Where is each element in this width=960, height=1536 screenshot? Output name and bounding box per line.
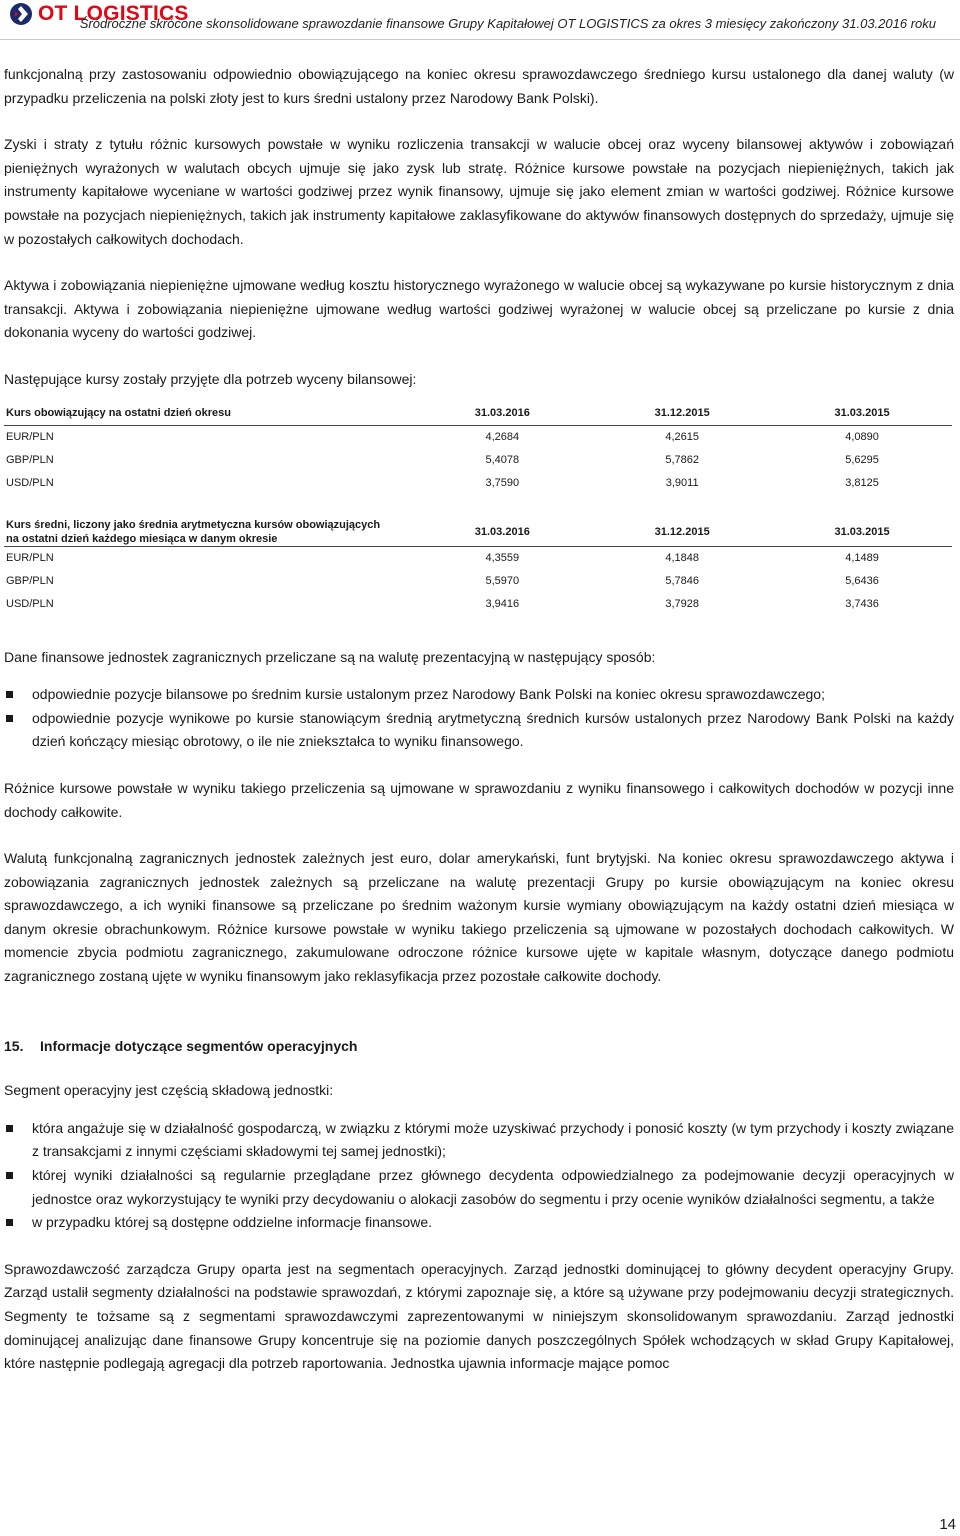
document-title: Śródroczne skrócone skonsolidowane sprawozdanie finansowe Grupy Kapitałowej OT LOGISTICS za okres 3 miesięcy zakończony 31.03.2016 roku <box>79 16 936 31</box>
rate-value: 4,2615 <box>665 431 699 444</box>
currency-pair: USD/PLN <box>6 477 54 490</box>
rate-value: 5,4078 <box>485 454 520 467</box>
list-item: która angażuje się w działalność gospodarczą, w związku z którymi może uzyskiwać przychody i ponosić koszty (w tym przychody i koszty związane z transakcjami z innymi częściami składowymi tej samej jednostki); <box>4 1117 954 1164</box>
list-item: odpowiednie pozycje bilansowe po średnim kursie ustalonym przez Narodowy Bank Polski na koniec okresu sprawozdawczego; <box>4 683 954 707</box>
rate-value: 4,3559 <box>485 552 520 565</box>
paragraph: Sprawozdawczość zarządcza Grupy oparta jest na segmentach operacyjnych. Zarząd jednostki dominującej to główny decydent operacyjny Grupy. Zarząd ustalił segmenty działalności na podstawie sprawozdań, z którymi zapoznaje się, a które są używane przy podejmowaniu decyzji strategicznych. Segmenty te tożsame są z segmentami sprawozdawczymi zaprezentowanymi w niniejszym skonsolidowanym sprawozdaniu. Zarząd jednostki dominującej analizując dane finansowe Grupy koncentruje się na poziomie danych poszczególnych Spółek wchodzących w skład Grupy Kapitałowej, które następnie podlegają agregacji dla potrzeb raportowania. Jednostka ujawnia informacje mające pomoc <box>4 1260 954 1372</box>
table-header-label: Kurs obowiązujący na ostatni dzień okresu <box>4 402 412 426</box>
column-header: 31.12.2015 <box>592 518 772 547</box>
paragraph: Dane finansowe jednostek zagranicznych przeliczane są na walutę prezentacyjną w następujący sposób: <box>4 648 656 665</box>
rate-value: 4,1489 <box>845 552 879 565</box>
list-item: odpowiednie pozycje wynikowe po kursie stanowiącym średnią arytmetyczną średnich kursów ustalonych przez Narodowy Bank Polski na każdy dzień kończący miesiąc obrotowy, o ile nie zniekształca to wyniku finansowego. <box>4 707 954 754</box>
paragraph: funkcjonalną przy zastosowaniu odpowiednio obowiązującego na koniec okresu sprawozdawczego średniego kursu ustalonego dla danej waluty (w przypadku przeliczenia na polski złoty jest to kurs średni ustalony przez Narodowy Bank Polski). <box>4 66 954 106</box>
bullet-list <box>4 683 954 754</box>
column-header: 31.03.2016 <box>412 518 592 547</box>
rate-value: 4,1848 <box>665 552 699 565</box>
table-header-label <box>4 518 412 547</box>
table-row <box>4 425 952 449</box>
bullet-list <box>4 1117 954 1235</box>
currency-pair: USD/PLN <box>6 598 54 611</box>
column-header: 31.03.2015 <box>772 518 952 547</box>
rate-value: 3,8125 <box>845 477 879 490</box>
table-row <box>4 570 952 593</box>
logo-text: OT LOGISTICS <box>38 2 189 25</box>
paragraph: Segment operacyjny jest częścią składową jednostki: <box>4 1082 334 1099</box>
paragraph: Zyski i straty z tytułu różnic kursowych powstałe w wyniku rozliczenia transakcji w walucie obcej oraz wyceny bilansowej aktywów i zobowiązań pieniężnych wyrażonych w walutach obcych ujmuje się jako zysk lub stratę. Różnice kursowe powstałe na pozycjach niepieniężnych, takich jak instrumenty kapitałowe wyceniane w wartości godziwej przez wynik finansowy, ujmuje się jako element zmian w wartości godziwej. Różnice kursowe powstałe na pozycjach niepieniężnych, takich jak instrumenty kapitałowe zaklasyfikowane do aktywów finansowych dostępnych do sprzedaży, ujmuje się w pozostałych całkowitych dochodach. <box>4 136 954 247</box>
list-item: w przypadku której są dostępne oddzielne informacje finansowe. <box>4 1211 954 1235</box>
rate-value: 3,7436 <box>845 598 879 611</box>
rate-value: 3,7590 <box>485 477 520 490</box>
table-row <box>4 449 952 472</box>
currency-pair: GBP/PLN <box>6 575 54 588</box>
rate-value: 3,9416 <box>485 598 520 611</box>
exchange-rates-table <box>4 402 952 616</box>
list-item: której wyniki działalności są regularnie przeglądane przez głównego decydenta odpowiedzialnego za podejmowanie decyzji operacyjnych w jednostce oraz wykorzystujący te wyniki przy decydowaniu o alokacji zasobów do segmentu i przy ocenie wyników działalności segmentu, a także <box>4 1164 954 1211</box>
paragraph: Walutą funkcjonalną zagranicznych jednostek zależnych jest euro, dolar amerykański, funt brytyjski. Na koniec okresu sprawozdawczego aktywa i zobowiązania zagranicznych jednostek zależnych są przeliczane na walutę prezentacji Grupy po kursie obowiązującym na koniec okresu sprawozdawczego, a ich wyniki finansowe są przeliczane po średnim ważonym kursie wymiany obowiązującym na każdy ostatni dzień miesiąca w danym okresie obrachunkowym. Różnice kursowe powstałe w wyniku takiego przeliczenia są ujmowane w pozostałych dochodach całkowitych. W momencie zbycia podmiotu zagranicznego, zakumulowane odroczone różnice kursowe ujęte w kapitale własnym, dotyczące danego podmiotu zagranicznego zostaną ujęte w wyniku finansowym jako reklasyfikacja przez pozostałe całkowite dochody. <box>4 850 954 985</box>
currency-pair: EUR/PLN <box>6 552 54 565</box>
table-header-row <box>4 402 952 426</box>
paragraph: Aktywa i zobowiązania niepieniężne ujmowane według kosztu historycznego wyrażonego w walucie obcej są wykazywane po kursie historycznym z dnia transakcji. Aktywa i zobowiązania niepieniężne ujmowane według wartości godziwej wyrażonej w walucie obcej są przeliczane po kursie z dnia dokonania wyceny do wartości godziwej. <box>4 277 954 341</box>
ot-logistics-logo-icon <box>8 1 34 27</box>
section-heading <box>4 1035 954 1059</box>
table-row <box>4 546 952 570</box>
rate-value: 4,2684 <box>485 431 520 444</box>
column-header: 31.12.2015 <box>592 402 772 426</box>
rate-value: 5,5970 <box>485 575 520 588</box>
rate-value: 3,7928 <box>665 598 699 611</box>
section-title-text: Informacje dotyczące segmentów operacyjnych <box>40 1037 358 1054</box>
paragraph: Następujące kursy zostały przyjęte dla potrzeb wyceny bilansowej: <box>4 370 417 387</box>
page-number: 14 <box>939 1516 956 1533</box>
column-header: 31.03.2016 <box>412 402 592 426</box>
section-number: 15. <box>4 1037 24 1054</box>
currency-pair: GBP/PLN <box>6 454 54 467</box>
rate-value: 5,7862 <box>665 454 699 467</box>
page-header <box>0 0 960 40</box>
column-header: 31.03.2015 <box>772 402 952 426</box>
table-header-row <box>4 518 952 547</box>
header-label-line: na ostatni dzień każdego miesiąca w danym okresie <box>6 532 278 545</box>
rate-value: 3,9011 <box>665 477 699 490</box>
document-body <box>4 63 954 1399</box>
table-row <box>4 593 952 616</box>
rate-value: 5,7846 <box>665 575 699 588</box>
rate-value: 5,6295 <box>845 454 879 467</box>
table-row <box>4 472 952 495</box>
header-label-line: Kurs średni, liczony jako średnia arytmetyczna kursów obowiązujących <box>6 518 381 531</box>
rate-value: 5,6436 <box>845 575 879 588</box>
rate-value: 4,0890 <box>845 431 879 444</box>
paragraph: Różnice kursowe powstałe w wyniku takiego przeliczenia są ujmowane w sprawozdaniu z wyniku finansowego i całkowitych dochodów w pozycji inne dochody całkowite. <box>4 779 954 820</box>
header-divider <box>0 39 960 40</box>
currency-pair: EUR/PLN <box>6 431 54 444</box>
